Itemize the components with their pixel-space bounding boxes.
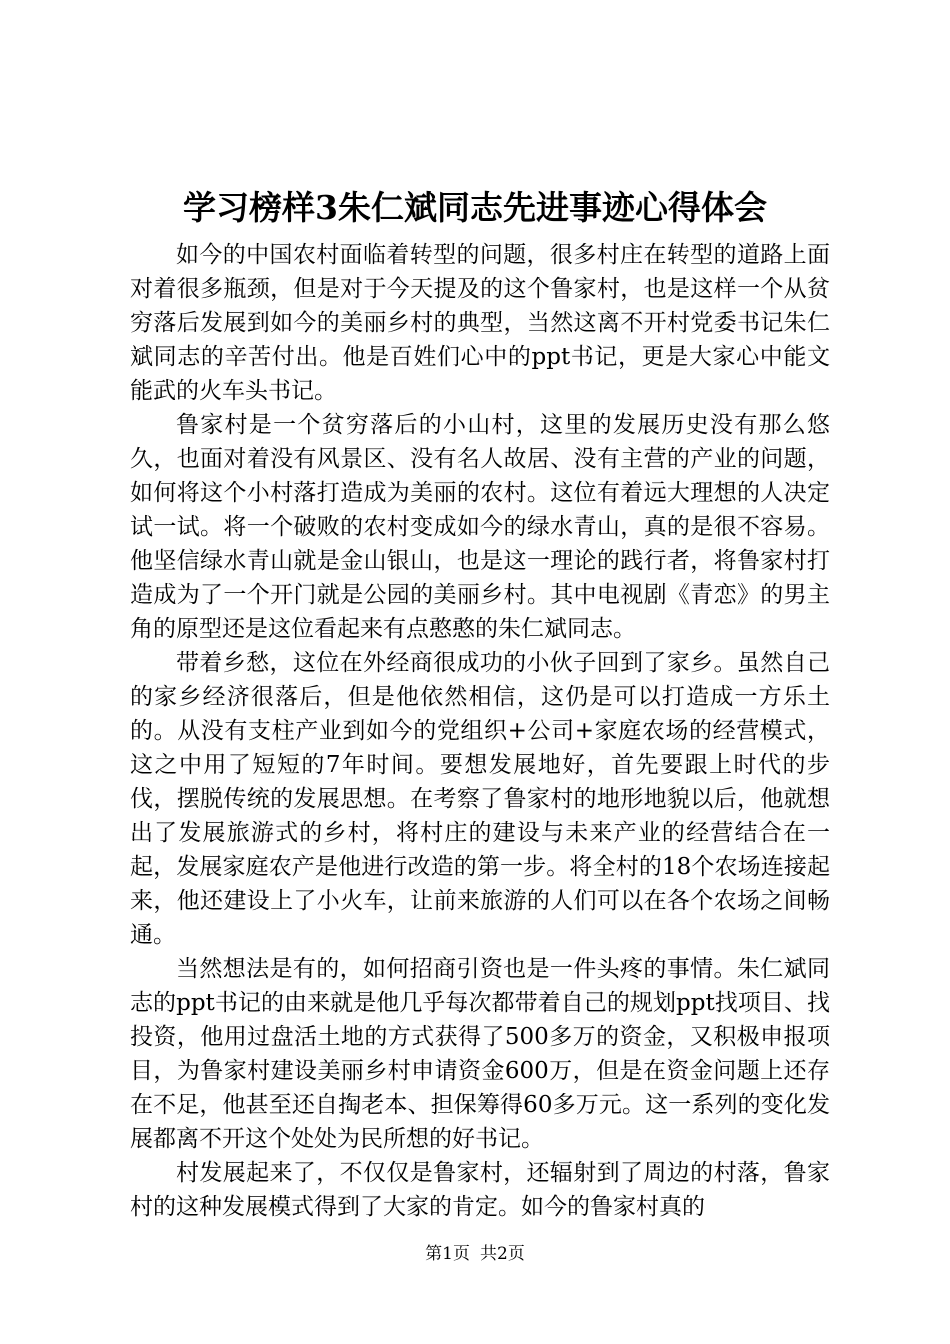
paragraph: 村发展起来了，不仅仅是鲁家村，还辐射到了周边的村落，鲁家村的这种发展模式得到了大家的肯定。如今的鲁家村真的 bbox=[130, 1160, 830, 1220]
document-title: 学习榜样3朱仁斌同志先进事迹心得体会 bbox=[183, 188, 767, 227]
page-number: 第1页 bbox=[425, 1244, 470, 1264]
paragraph: 当然想法是有的，如何招商引资也是一件头疼的事情。朱仁斌同志的ppt书记的由来就是他几乎每次都带着自己的规划ppt找项目、找投资，他用过盘活土地的方式获得了500多万的资金，又积极申报项目，为鲁家村建设美丽乡村申请资金600万，但是在资金问题上还存在不足，他甚至还自掏老本、担保筹得60多万元。这一系列的变化发展都离不开这个处处为民所想的好书记。 bbox=[130, 956, 830, 1152]
paragraph: 鲁家村是一个贫穷落后的小山村，这里的发展历史没有那么悠久，也面对着没有风景区、没有名人故居、没有主营的产业的问题，如何将这个小村落打造成为美丽的农村。这位有着远大理想的人决定试一试。将一个破败的农村变成如今的绿水青山，真的是很不容易。他坚信绿水青山就是金山银山，也是这一理论的践行者，将鲁家村打造成为了一个开门就是公园的美丽乡村。其中电视剧《青恋》的男主角的原型还是这位看起来有点憨憨的朱仁斌同志。 bbox=[130, 412, 830, 642]
document-body bbox=[130, 238, 830, 1224]
page-total: 共2页 bbox=[480, 1244, 525, 1264]
page-footer bbox=[0, 1243, 950, 1265]
paragraph: 带着乡愁，这位在外经商很成功的小伙子回到了家乡。虽然自己的家乡经济很落后，但是他依然相信，这仍是可以打造成一方乐土的。从没有支柱产业到如今的党组织+公司+家庭农场的经营模式，这之中用了短短的7年时间。要想发展地好，首先要跟上时代的步伐，摆脱传统的发展思想。在考察了鲁家村的地形地貌以后，他就想出了发展旅游式的乡村，将村庄的建设与未来产业的经营结合在一起，发展家庭农产是他进行改造的第一步。将全村的18个农场连接起来，他还建设上了小火车，让前来旅游的人们可以在各个农场之间畅通。 bbox=[130, 650, 830, 948]
paragraph: 如今的中国农村面临着转型的问题，很多村庄在转型的道路上面对着很多瓶颈，但是对于今天提及的这个鲁家村，也是这样一个从贫穷落后发展到如今的美丽乡村的典型，当然这离不开村党委书记朱仁斌同志的辛苦付出。他是百姓们心中的ppt书记，更是大家心中能文能武的火车头书记。 bbox=[130, 242, 830, 404]
